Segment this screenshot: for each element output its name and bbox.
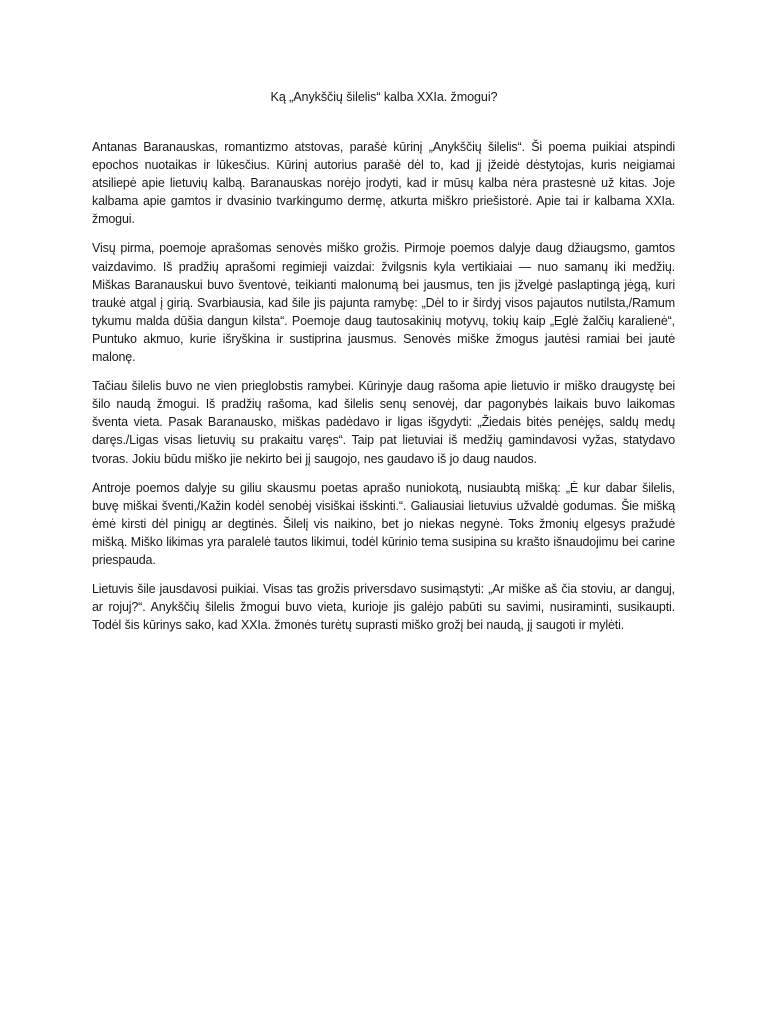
paragraph-1: Antanas Baranauskas, romantizmo atstovas, parašė kūrinį „Anykščių šilelis“. Ši poema puikiai atspindi epochos nuotaikas ir lūkesčius. Kūrinį autorius parašė dėl to, kad jį įžeidė dėstytojas, kuris neigiamai atsiliepė apie lietuvių kalbą. Baranauskas norėjo įrodyti, kad ir mūsų kalba nėra prastesnė už kitas. Joje kalbama apie gamtos ir dvasinio tvarkingumo dermę, atkurta miškro priešistorė. Apie tai ir kalbama XXIa. žmogui. — [92, 140, 675, 227]
paragraph-4: Antroje poemos dalyje su giliu skausmu poetas aprašo nuniokotą, nusiaubtą mišką: „Ė kur dabar šilelis, buvę miškai šventi,/Kažin kodėl senobėj visiškai išskinti.“. Galiausiai lietuvius užvaldė godumas. Šie mišką ėmė kirsti dėl pinigų ar degtinės. Šilelį vis naikino, bet jo niekas negynė. Toks žmonių elgesys pražudė mišką. Miško likimas yra paralelė tautos likimui, todėl kūrinio tema susipina su krašto išnaudojimu bei carine priespauda. — [92, 480, 675, 567]
paragraph-2: Visų pirma, poemoje aprašomas senovės miško grožis. Pirmoje poemos dalyje daug džiaugsmo, gamtos vaizdavimo. Iš pradžių aprašomi regimieji vaizdai: žvilgsnis kyla vertikiaiai — nuo samanų iki medžių. Miškas Baranauskui buvo šventovė, teikianti malonumą bei jausmus, ten jis įžvelgė paslaptingą jėgą, kuri traukė atgal į girią. Svarbiausia, kad šile jis pajunta ramybę: „Dėl to ir širdyj visos pajautos nutilsta,/Ramum tykumu malda dūšia dangun kilsta“. Poemoje daug tautosakinių motyvų, tokių kaip „Eglė žalčių karalienė“, Puntuko akmuo, kurie išryškina ir sustiprina jausmus. Senovės miške žmogus jautėsi ramiai bei jautė malonę. — [92, 241, 675, 365]
paragraph-5: Lietuvis šile jausdavosi puikiai. Visas tas grožis priversdavo susimąstyti: „Ar miške aš čia stoviu, ar danguj, ar rojuj?“. Anykščių šilelis žmogui buvo vieta, kurioje jis galėjo pabūti su savimi, nusiraminti, susikaupti. Todėl šis kūrinys sako, kad XXIa. žmonės turėtų suprasti miško grožį bei naudą, jį saugoti ir mylėti. — [92, 582, 675, 633]
document-body — [92, 138, 675, 645]
paragraph-3: Tačiau šilelis buvo ne vien prieglobstis ramybei. Kūrinyje daug rašoma apie lietuvio ir miško draugystę bei šilo naudą žmogui. Iš pradžių rašoma, kad šilelis senų senovėj, dar pagonybės laikais buvo laikomas šventa vieta. Pasak Baranausko, miškas padėdavo ir ligas išgydyti: „Žiedais bitės penėjęs, saldų medų daręs./Ligas visas lietuvių su prakaitu varęs“. Taip pat lietuviai iš medžių gamindavosi vyžas, statydavo tvoras. Jokiu būdu miško jie nekirto bei jį saugojo, nes gaudavo iš jo daug naudos. — [92, 379, 675, 466]
document-title: Ką „Anykščių šilelis“ kalba XXIa. žmogui? — [270, 90, 498, 104]
